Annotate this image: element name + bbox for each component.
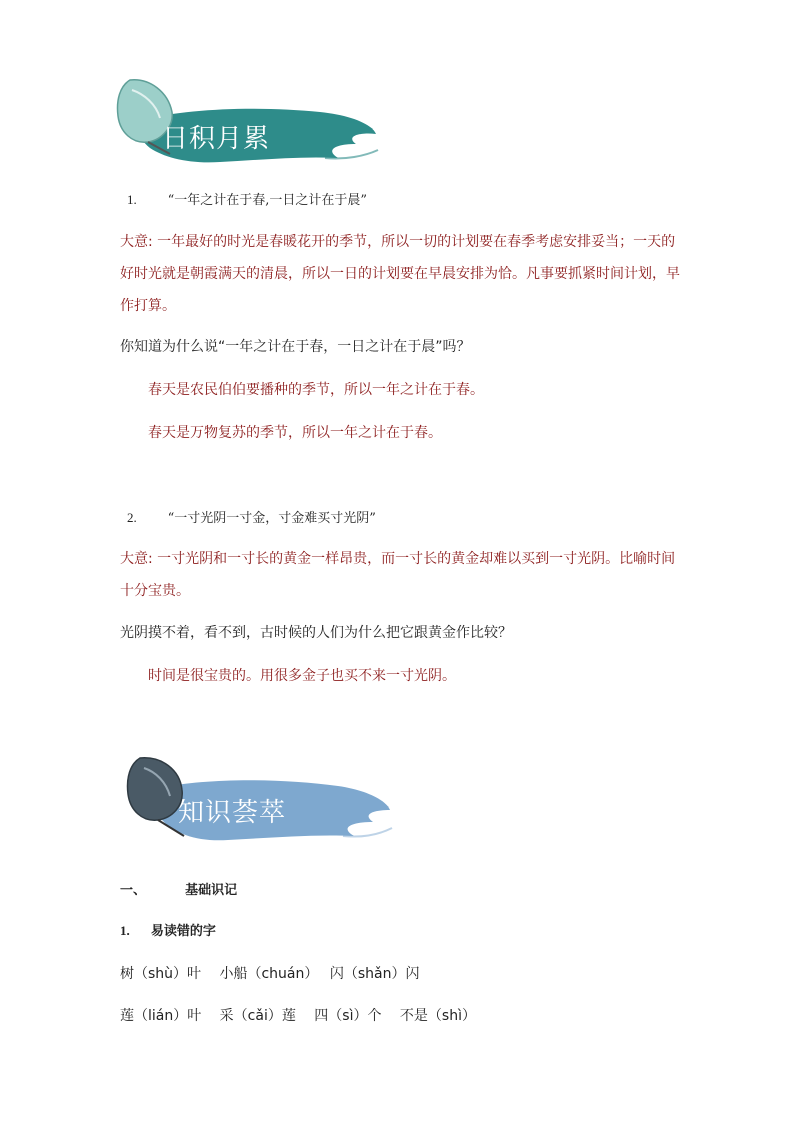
item1-heading (127, 189, 367, 208)
item1-quote: “一年之计在于春,一日之计在于晨” (167, 193, 368, 208)
item2-question: 光阴摸不着，看不到，古时候的人们为什么把它跟黄金作比较？ (120, 625, 512, 641)
item2-number: 2. (127, 510, 137, 525)
item2-meaning-line-2: 十分宝贵。 (120, 583, 190, 599)
sub-number: 1. (120, 923, 130, 938)
item1-meaning-line-2: 好时光就是朝霞满天的清晨，所以一日的计划要在早晨安排为恰。凡事要抓紧时间计划，早 (120, 266, 680, 282)
pinyin-row-1: 树（shù）叶 小船（chuán） 闪（shǎn）闪 (120, 966, 420, 982)
section-title-rijiyuelei: 日积月累 (162, 124, 271, 154)
banner-zhishihuicui (118, 748, 393, 858)
item2-quote: “一寸光阴一寸金，寸金难买寸光阴” (167, 511, 376, 526)
item2-answer-1: 时间是很宝贵的。用很多金子也买不来一寸光阴。 (148, 668, 456, 684)
item1-meaning-line-1 (120, 231, 675, 251)
part-number: 一、 (120, 883, 147, 898)
item1-meaning-line-3: 作打算。 (120, 298, 176, 314)
section-title-zhishihuicui: 知识荟萃 (178, 798, 287, 828)
item2-heading (127, 507, 376, 526)
banner-rijiyuelei (110, 72, 380, 182)
item1-meaning-text-1: 一年最好的时光是春暖花开的季节，所以一切的计划要在春季考虑安排妥当；一天的 (157, 234, 676, 250)
item2-meaning-text-1: 一寸光阴和一寸长的黄金一样昂贵，而一寸长的黄金却难以买到一寸光阴。比喻时间 (157, 551, 676, 567)
part-heading (120, 879, 237, 898)
item2-meaning-label: 大意: (120, 551, 153, 567)
item1-question: 你知道为什么说“一年之计在于春，一日之计在于晨”吗？ (120, 339, 471, 355)
sub-heading (120, 920, 216, 939)
item1-meaning-label: 大意: (120, 234, 153, 250)
sub-title: 易读错的字 (150, 924, 216, 939)
item1-number: 1. (127, 192, 137, 207)
pinyin-row-2: 莲（lián）叶 采（cǎi）莲 四（sì）个 不是（shì） (120, 1008, 476, 1024)
item1-answer-2: 春天是万物复苏的季节，所以一年之计在于春。 (148, 425, 442, 441)
part-title: 基础识记 (185, 883, 238, 898)
item1-answer-1: 春天是农民伯伯要播种的季节，所以一年之计在于春。 (148, 382, 484, 398)
item2-meaning-line-1 (120, 548, 675, 568)
